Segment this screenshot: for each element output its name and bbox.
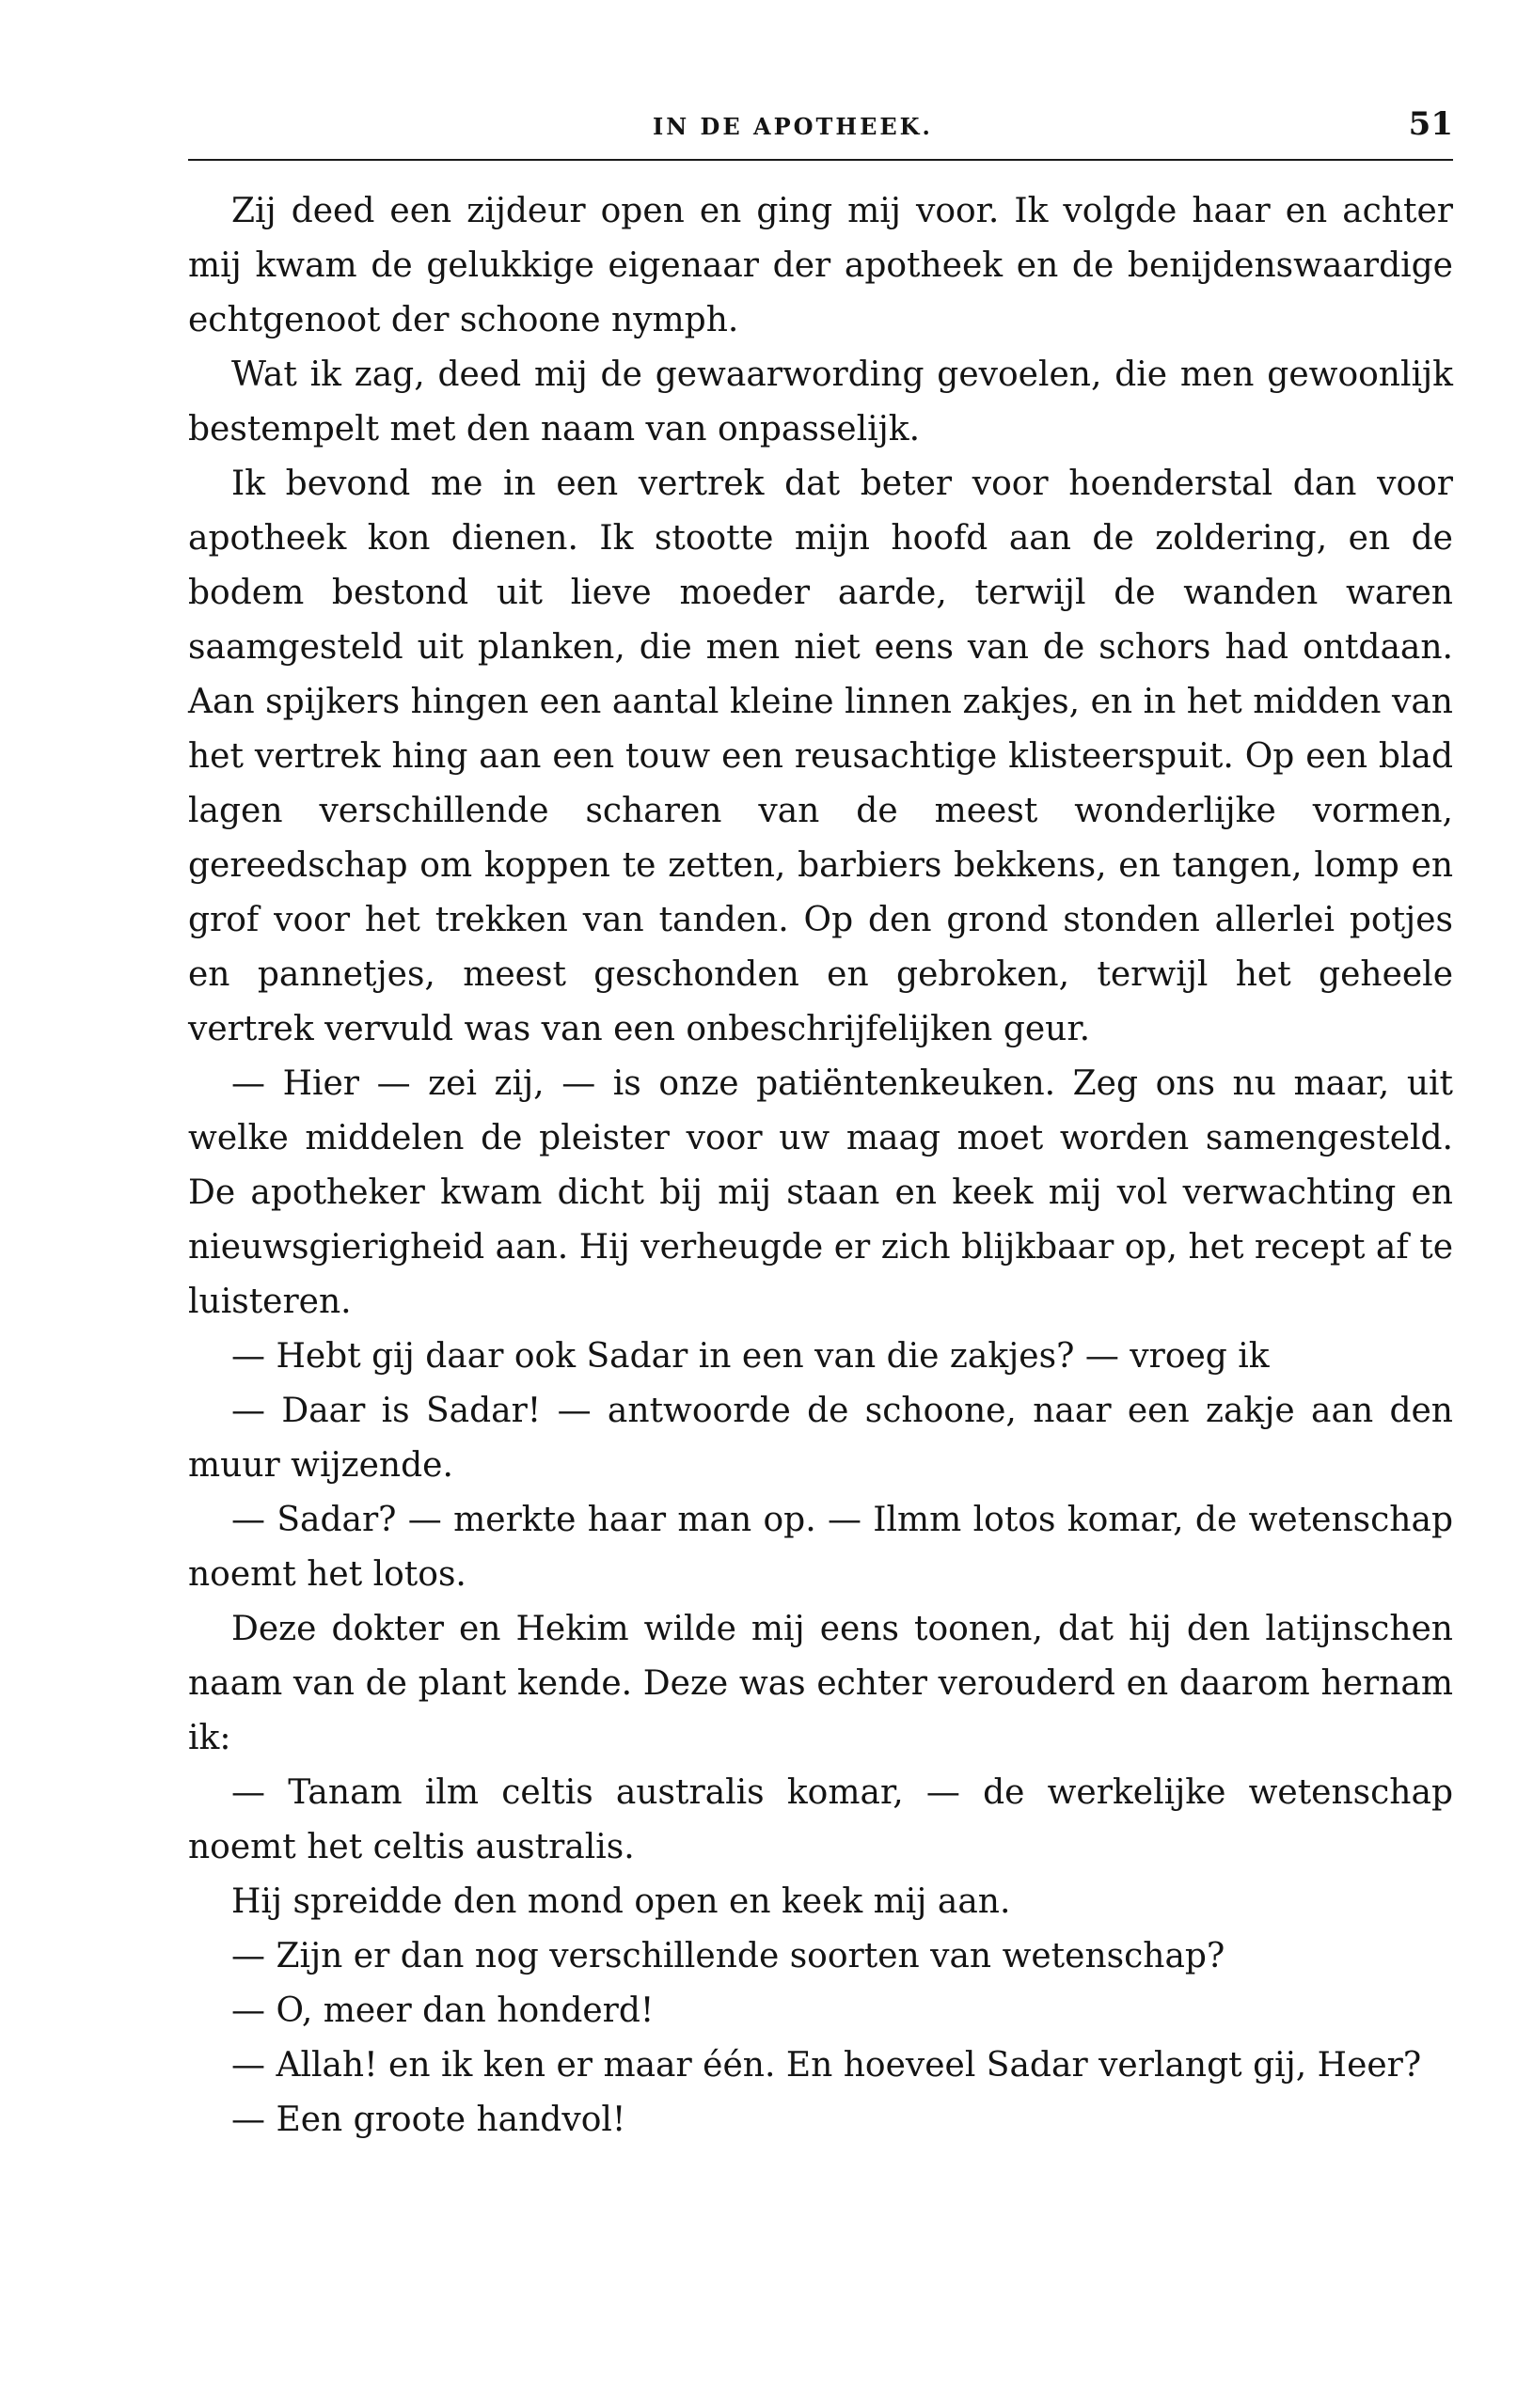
paragraph: — Een groote handvol! — [231, 2101, 626, 2139]
paragraph: — Hebt gij daar ook Sadar in een van die zakjes? — vroeg ik — [231, 1337, 1270, 1376]
paragraph: — Sadar? — merkte haar man op. — Ilmm lotos komar, de wetenschap noemt het lotos. — [188, 1501, 1453, 1594]
paragraph: — Zijn er dan nog verschillende soorten van wetenschap? — [231, 1937, 1225, 1975]
paragraph: — Hier — zei zij, — is onze patiëntenkeuken. Zeg ons nu maar, uit welke middelen de pleister voor uw maag moet worden samengesteld. De apotheker kwam dicht bij mij staan en keek mij vol verwachting en nieuwsgierigheid aan. Hij verheugde er zich blijkbaar op, het recept af te luisteren. — [188, 1064, 1453, 1321]
paragraph: Wat ik zag, deed mij de gewaarwording gevoelen, die men gewoonlijk bestempelt met den naam van onpasselijk. — [188, 355, 1453, 449]
paragraph: Hij spreidde den mond open en keek mij aan. — [231, 1882, 1011, 1921]
paragraph: — Allah! en ik ken er maar één. En hoeveel Sadar verlangt gij, Heer? — [231, 2046, 1422, 2085]
paragraph: — Daar is Sadar! — antwoorde de schoone, naar een zakje aan den muur wijzende. — [188, 1392, 1453, 1485]
running-head — [188, 105, 1453, 154]
paragraph: Zij deed een zijdeur open en ging mij voor. Ik volgde haar en achter mij kwam de gelukkige eigenaar der apotheek en de benijdenswaardige echtgenoot der schoone nymph. — [188, 192, 1453, 339]
running-title: IN DE APOTHEEK. — [653, 113, 933, 140]
paragraph: — Tanam ilm celtis australis komar, — de werkelijke wetenschap noemt het celtis australis. — [188, 1773, 1453, 1866]
paragraph: Deze dokter en Hekim wilde mij eens toonen, dat hij den latijnschen naam van de plant kende. Deze was echter verouderd en daarom hernam ik: — [188, 1610, 1453, 1757]
body-text — [188, 184, 1453, 2148]
page-number: 51 — [1408, 105, 1453, 143]
paragraph: — O, meer dan honderd! — [231, 1991, 655, 2030]
header-rule — [188, 159, 1453, 161]
paragraph: Ik bevond me in een vertrek dat beter voor hoenderstal dan voor apotheek kon dienen. Ik stootte mijn hoofd aan de zoldering, en de bodem bestond uit lieve moeder aarde, terwijl de wanden waren saamgesteld uit planken, die men niet eens van de schors had ontdaan. Aan spijkers hingen een aantal kleine linnen zakjes, en in het midden van het vertrek hing aan een touw een reusachtige klisteerspuit. Op een blad lagen verschillende scharen van de meest wonderlijke vormen, gereedschap om koppen te zetten, barbiers bekkens, en tangen, lomp en grof voor het trekken van tanden. Op den grond stonden allerlei potjes en pannetjes, meest geschonden en gebroken, terwijl het geheele vertrek vervuld was van een onbeschrijfelijken geur. — [188, 464, 1453, 1048]
